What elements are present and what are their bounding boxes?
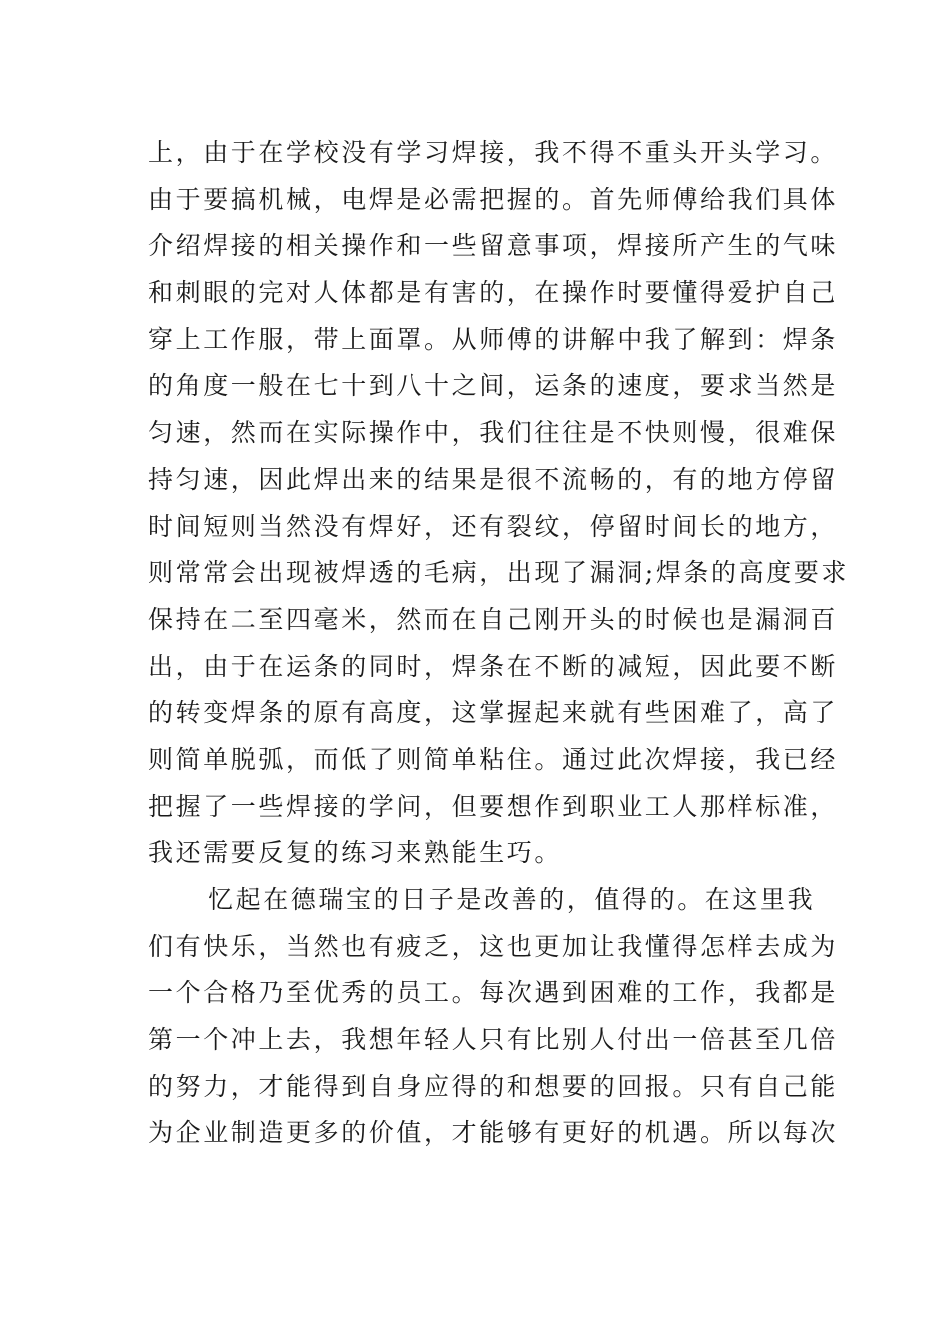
- text-line: 第一个冲上去，我想年轻人只有比别人付出一倍甚至几倍: [148, 1025, 839, 1055]
- text-line: 忆起在德瑞宝的日子是改善的，值得的。在这里我: [208, 885, 816, 914]
- text-line: 的角度一般在七十到八十之间，运条的速度，要求当然是: [148, 371, 839, 401]
- text-line: 上，由于在学校没有学习焊接，我不得不重头开头学习。: [148, 138, 839, 167]
- text-line: 保持在二至四毫米，然而在自己刚开头的时候也是漏洞百: [148, 604, 839, 634]
- text-line: 的努力，才能得到自身应得的和想要的回报。只有自己能: [148, 1071, 839, 1101]
- paragraph: [148, 130, 850, 877]
- text-line: 一个合格乃至优秀的员工。每次遇到困难的工作，我都是: [148, 978, 839, 1008]
- text-line: 时间短则当然没有焊好，还有裂纹，停留时间长的地方，: [148, 511, 839, 541]
- body-text: [148, 130, 850, 1157]
- text-line: 则常常会出现被焊透的毛病，出现了漏洞;焊条的高度要求: [148, 558, 850, 588]
- text-line: 持匀速，因此焊出来的结果是很不流畅的，有的地方停留: [148, 464, 839, 494]
- text-line: 和刺眼的完对人体都是有害的，在操作时要懂得爱护自己: [148, 278, 839, 308]
- text-line: 出，由于在运条的同时，焊条在不断的减短，因此要不断: [148, 651, 839, 681]
- text-line: 由于要搞机械，电焊是必需把握的。首先师傅给我们具体: [148, 184, 839, 214]
- text-line: 介绍焊接的相关操作和一些留意事项，焊接所产生的气味: [148, 231, 839, 261]
- text-line: 们有快乐，当然也有疲乏，这也更加让我懂得怎样去成为: [148, 931, 839, 961]
- text-line: 的转变焊条的原有高度，这掌握起来就有些困难了，高了: [148, 698, 839, 728]
- text-line: 我还需要反复的练习来熟能生巧。: [148, 838, 563, 868]
- text-line: 匀速，然而在实际操作中，我们往往是不快则慢，很难保: [148, 418, 839, 448]
- text-line: 穿上工作服，带上面罩。从师傅的讲解中我了解到：焊条: [148, 324, 839, 354]
- text-line: 把握了一些焊接的学问，但要想作到职业工人那样标准，: [148, 791, 839, 821]
- text-line: 则简单脱弧，而低了则简单粘住。通过此次焊接，我已经: [148, 744, 839, 774]
- text-line: 为企业制造更多的价值，才能够有更好的机遇。所以每次: [148, 1118, 839, 1148]
- paragraph: [148, 877, 839, 1157]
